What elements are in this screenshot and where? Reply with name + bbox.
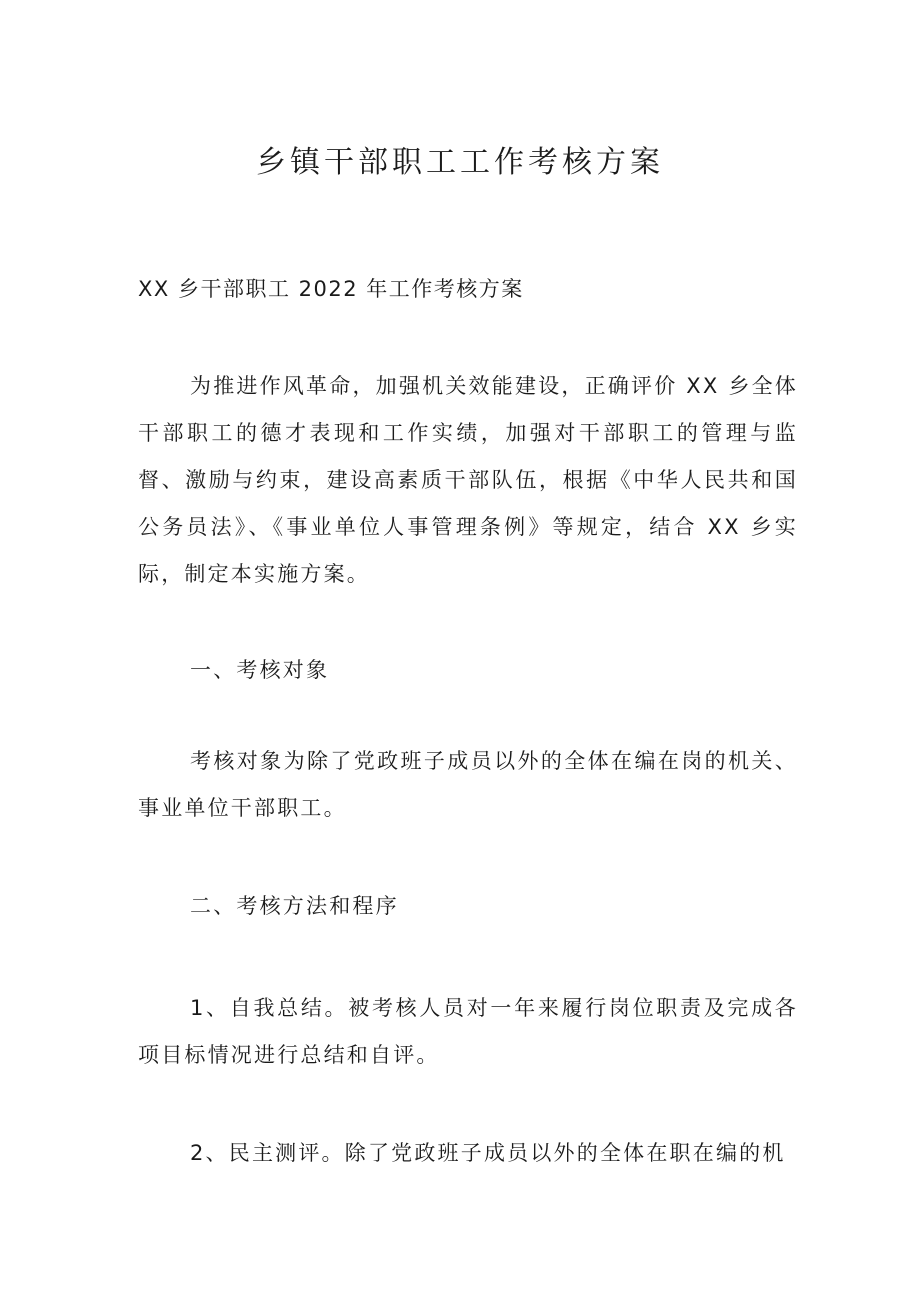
list-item-democratic-evaluation: 2、民主测评。除了党政班子成员以外的全体在职在编的机: [190, 1141, 786, 1165]
list-item-self-summary: 1、自我总结。被考核人员对一年来履行岗位职责及完成各项目标情况进行总结和自评。: [138, 996, 798, 1067]
document-subtitle: XX 乡干部职工 2022 年工作考核方案: [138, 277, 524, 301]
intro-paragraph: 为推进作风革命，加强机关效能建设，正确评价 XX 乡全体干部职工的德才表现和工作实绩，加强对干部职工的管理与监督、激励与约束，建设高素质干部队伍，根据《中华人民共和国公务员法》、《事业单位人事管理条例》等规定，结合 XX 乡实际，制定本实施方案。: [138, 374, 798, 586]
section-body-assessment-targets: 考核对象为除了党政班子成员以外的全体在编在岗的机关、事业单位干部职工。: [138, 749, 798, 820]
document-title: 乡镇干部职工工作考核方案: [256, 145, 664, 180]
section-heading-assessment-targets: 一、考核对象: [190, 658, 330, 682]
section-heading-methods-procedures: 二、考核方法和程序: [190, 894, 399, 918]
